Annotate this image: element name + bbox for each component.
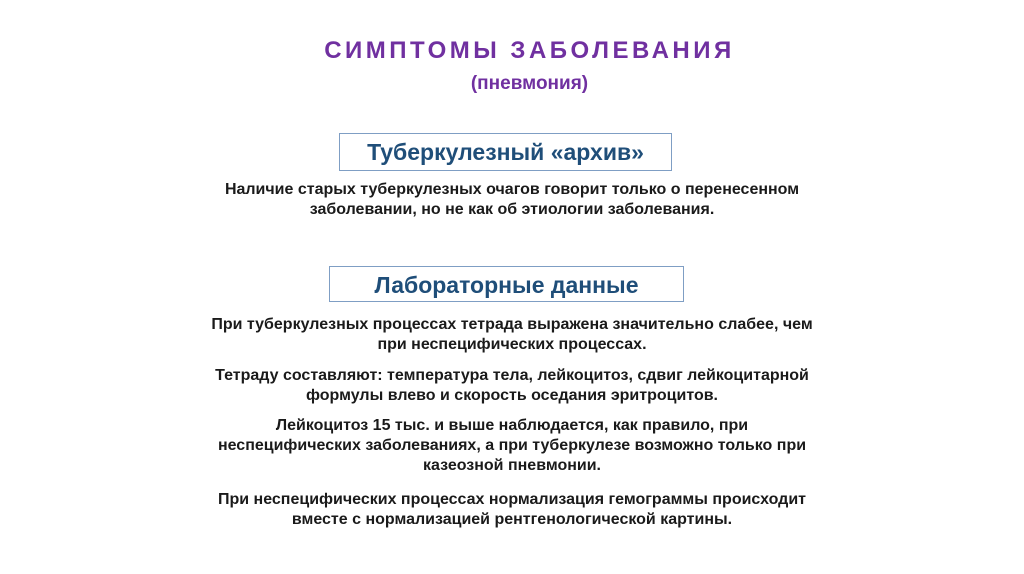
text-line: заболевании, но не как об этиологии заболевания. — [309, 201, 715, 218]
text-line: Тетраду составляют: температура тела, лейкоцитоз, сдвиг лейкоцитарной — [215, 367, 809, 384]
slide-subtitle: (пневмония) — [470, 73, 589, 94]
text-line: неспецифических заболеваниях, а при туберкулезе возможно только при — [217, 437, 807, 454]
lab-paragraph-leukocytosis — [130, 416, 894, 476]
text-line: Наличие старых туберкулезных очагов говорит только о перенесенном — [224, 181, 800, 198]
section-heading-lab-data: Лабораторные данные — [329, 266, 684, 302]
text-line: вместе с нормализацией рентгенологической картины. — [291, 511, 733, 528]
text-line: при неспецифических процессах. — [377, 336, 647, 353]
lab-paragraph-normalization — [130, 490, 894, 530]
text-line: При туберкулезных процессах тетрада выражена значительно слабее, чем — [211, 316, 813, 333]
text-line: При неспецифических процессах нормализация гемограммы происходит — [217, 491, 806, 508]
tb-archive-paragraph — [112, 180, 912, 220]
section-heading-tb-archive: Туберкулезный «архив» — [339, 133, 672, 171]
lab-paragraph-tetrad-weaker — [130, 315, 894, 355]
text-line: Лейкоцитоз 15 тыс. и выше наблюдается, как правило, при — [275, 417, 749, 434]
text-line: формулы влево и скорость оседания эритроцитов. — [305, 387, 718, 404]
slide-title: СИМПТОМЫ ЗАБОЛЕВАНИЯ — [324, 37, 735, 64]
lab-paragraph-tetrad-components — [130, 366, 894, 406]
text-line: казеозной пневмонии. — [422, 457, 601, 474]
